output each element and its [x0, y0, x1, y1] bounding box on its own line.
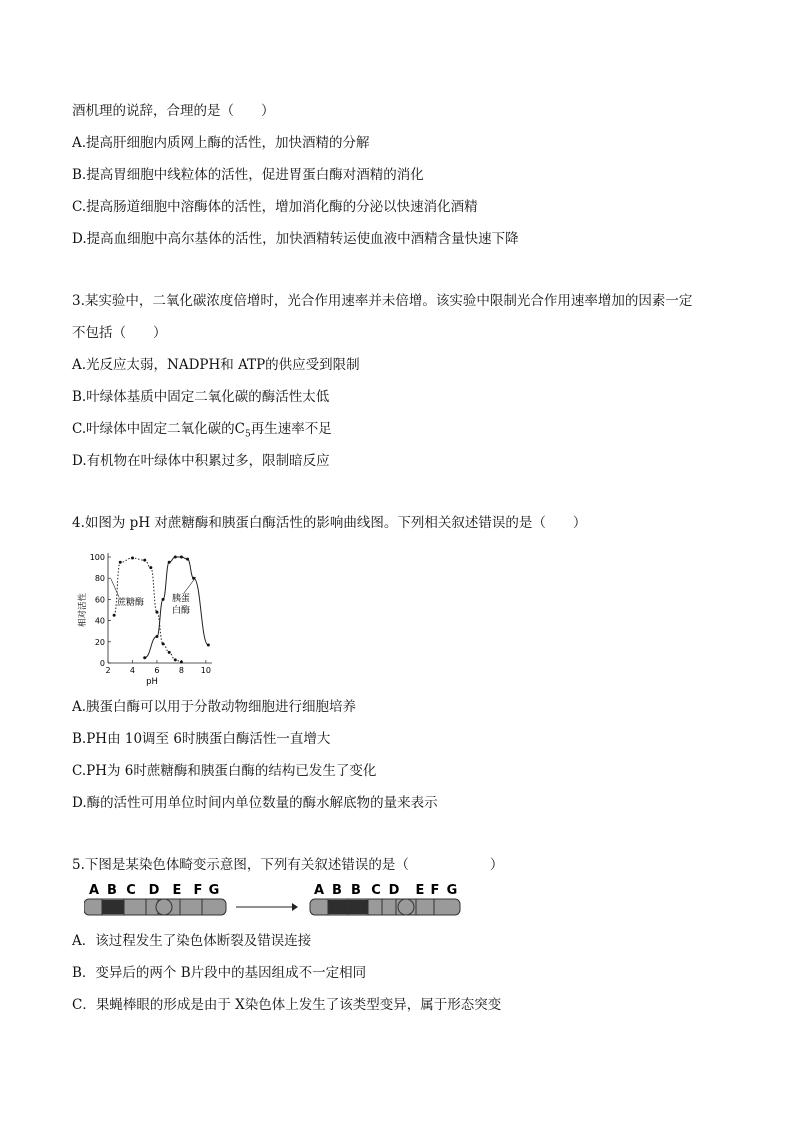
band-label-before: C — [126, 883, 136, 898]
q3-c-post: 再生速率不足 — [250, 421, 332, 437]
segment — [348, 900, 368, 914]
q4-option-b: B.PH由 10调至 6时胰蛋白酶活性一直增大 — [72, 731, 331, 747]
data-point — [155, 635, 158, 638]
centromere — [156, 899, 172, 915]
band-label-after: B — [332, 883, 342, 898]
y-tick-label: 20 — [94, 637, 105, 647]
segment — [102, 900, 124, 914]
band-label-before: D — [148, 883, 160, 898]
band-label-after: D — [388, 883, 400, 898]
band-label-before: A — [88, 883, 100, 898]
data-point — [162, 642, 165, 645]
y-tick-label: 0 — [99, 659, 105, 668]
centromere — [398, 899, 414, 915]
data-point — [186, 558, 189, 561]
q3-stem-line1: 3.某实验中，二氧化碳浓度倍增时，光合作用速率并未倍增。该实验中限制光合作用速率增加的因素一定 — [72, 293, 693, 309]
data-point — [168, 651, 171, 654]
band-label-before: B — [107, 883, 117, 898]
x-tick-label: 2 — [105, 666, 111, 675]
data-point — [113, 614, 116, 617]
band-label-before: E — [172, 883, 182, 898]
data-point — [143, 656, 146, 659]
chromosome-before — [84, 899, 226, 915]
q5-stem: 5.下图是某染色体畸变示意图，下列有关叙述错误的是（ ） — [72, 857, 504, 873]
q4-option-c: C.PH为 6时蔗糖酶和胰蛋白酶的结构已发生了变化 — [72, 763, 377, 779]
x-tick-label: 8 — [178, 666, 184, 675]
data-point — [180, 660, 183, 663]
y-tick-label: 80 — [94, 574, 105, 584]
q2-option-d: D.提高血细胞中高尔基体的活性，加快酒精转运使血液中酒精含量快速下降 — [72, 231, 519, 247]
data-point — [207, 643, 210, 646]
data-point — [180, 556, 183, 559]
data-point — [119, 561, 122, 564]
q2-stem: 酒机理的说辞，合理的是（ ） — [72, 103, 275, 119]
series-label-trypsin-1: 胰蛋 — [172, 594, 191, 604]
series-label-trypsin-2: 白酶 — [172, 606, 191, 616]
band-label-before: F — [193, 883, 203, 898]
q3-option-c — [72, 420, 332, 444]
x-axis-label: pH — [146, 677, 158, 687]
band-label-after: B — [351, 883, 361, 898]
x-tick-label: 4 — [129, 666, 136, 675]
q3-c-pre: C.叶绿体中固定二氧化碳的C — [72, 421, 245, 437]
q3-option-b: B.叶绿体基质中固定二氧化碳的酶活性太低 — [72, 389, 330, 405]
q3-option-a: A.光反应太弱，NADPH和 ATP的供应受到限制 — [72, 357, 360, 373]
q4-option-a: A.胰蛋白酶可以用于分散动物细胞进行细胞培养 — [72, 699, 357, 715]
q2-option-b: B.提高胃细胞中线粒体的活性，促进胃蛋白酶对酒精的消化 — [72, 167, 424, 183]
q5-option-a: A．该过程发生了染色体断裂及错误连接 — [72, 933, 312, 949]
band-label-after: G — [446, 883, 458, 898]
y-tick-label: 100 — [89, 553, 105, 562]
q2-option-a: A.提高肝细胞内质网上酶的活性，加快酒精的分解 — [72, 135, 370, 151]
data-point — [174, 658, 177, 661]
data-point — [174, 556, 177, 559]
q4-option-d: D.酶的活性可用单位时间内单位数量的酶水解底物的量来表示 — [72, 795, 438, 811]
data-point — [192, 577, 195, 580]
y-tick-label: 40 — [94, 616, 105, 626]
x-tick-label: 10 — [200, 666, 211, 675]
band-label-after: A — [313, 883, 325, 898]
y-tick-label: 60 — [94, 595, 105, 605]
ph-activity-chart — [72, 545, 222, 695]
band-label-after: E — [415, 883, 425, 898]
data-point — [131, 557, 134, 560]
data-point — [162, 598, 165, 601]
q3-option-d: D.有机物在叶绿体中积累过多，限制暗反应 — [72, 453, 330, 469]
y-axis-label: 相对活性 — [78, 592, 88, 628]
q2-option-c: C.提高肠道细胞中溶酶体的活性，增加消化酶的分泌以快速消化酒精 — [72, 199, 478, 215]
q3-c-sub: 5 — [244, 429, 251, 440]
band-label-after: F — [430, 883, 440, 898]
series-label-sucrase: 蔗糖酶 — [117, 598, 145, 608]
chromosome-after — [310, 899, 460, 915]
data-point — [168, 561, 171, 564]
q4-stem: 4.如图为 pH 对蔗糖酶和胰蛋白酶活性的影响曲线图。下列相关叙述错误的是（ ） — [72, 515, 587, 531]
data-point — [149, 566, 152, 569]
data-point — [143, 559, 146, 562]
q5-option-c: C．果蝇棒眼的形成是由于 X染色体上发生了该类型变异，属于形态突变 — [72, 997, 502, 1013]
band-label-after: C — [371, 883, 381, 898]
leader-line — [184, 577, 196, 593]
q3-stem-line2: 不包括（ ） — [72, 325, 167, 341]
segment — [328, 900, 348, 914]
arrow-head — [292, 903, 298, 911]
q5-option-b: B．变异后的两个 B片段中的基因组成不一定相同 — [72, 965, 367, 981]
x-tick-label: 6 — [154, 666, 160, 675]
chromosome-diagram — [84, 882, 474, 922]
data-point — [155, 611, 158, 614]
band-label-before: G — [208, 883, 220, 898]
